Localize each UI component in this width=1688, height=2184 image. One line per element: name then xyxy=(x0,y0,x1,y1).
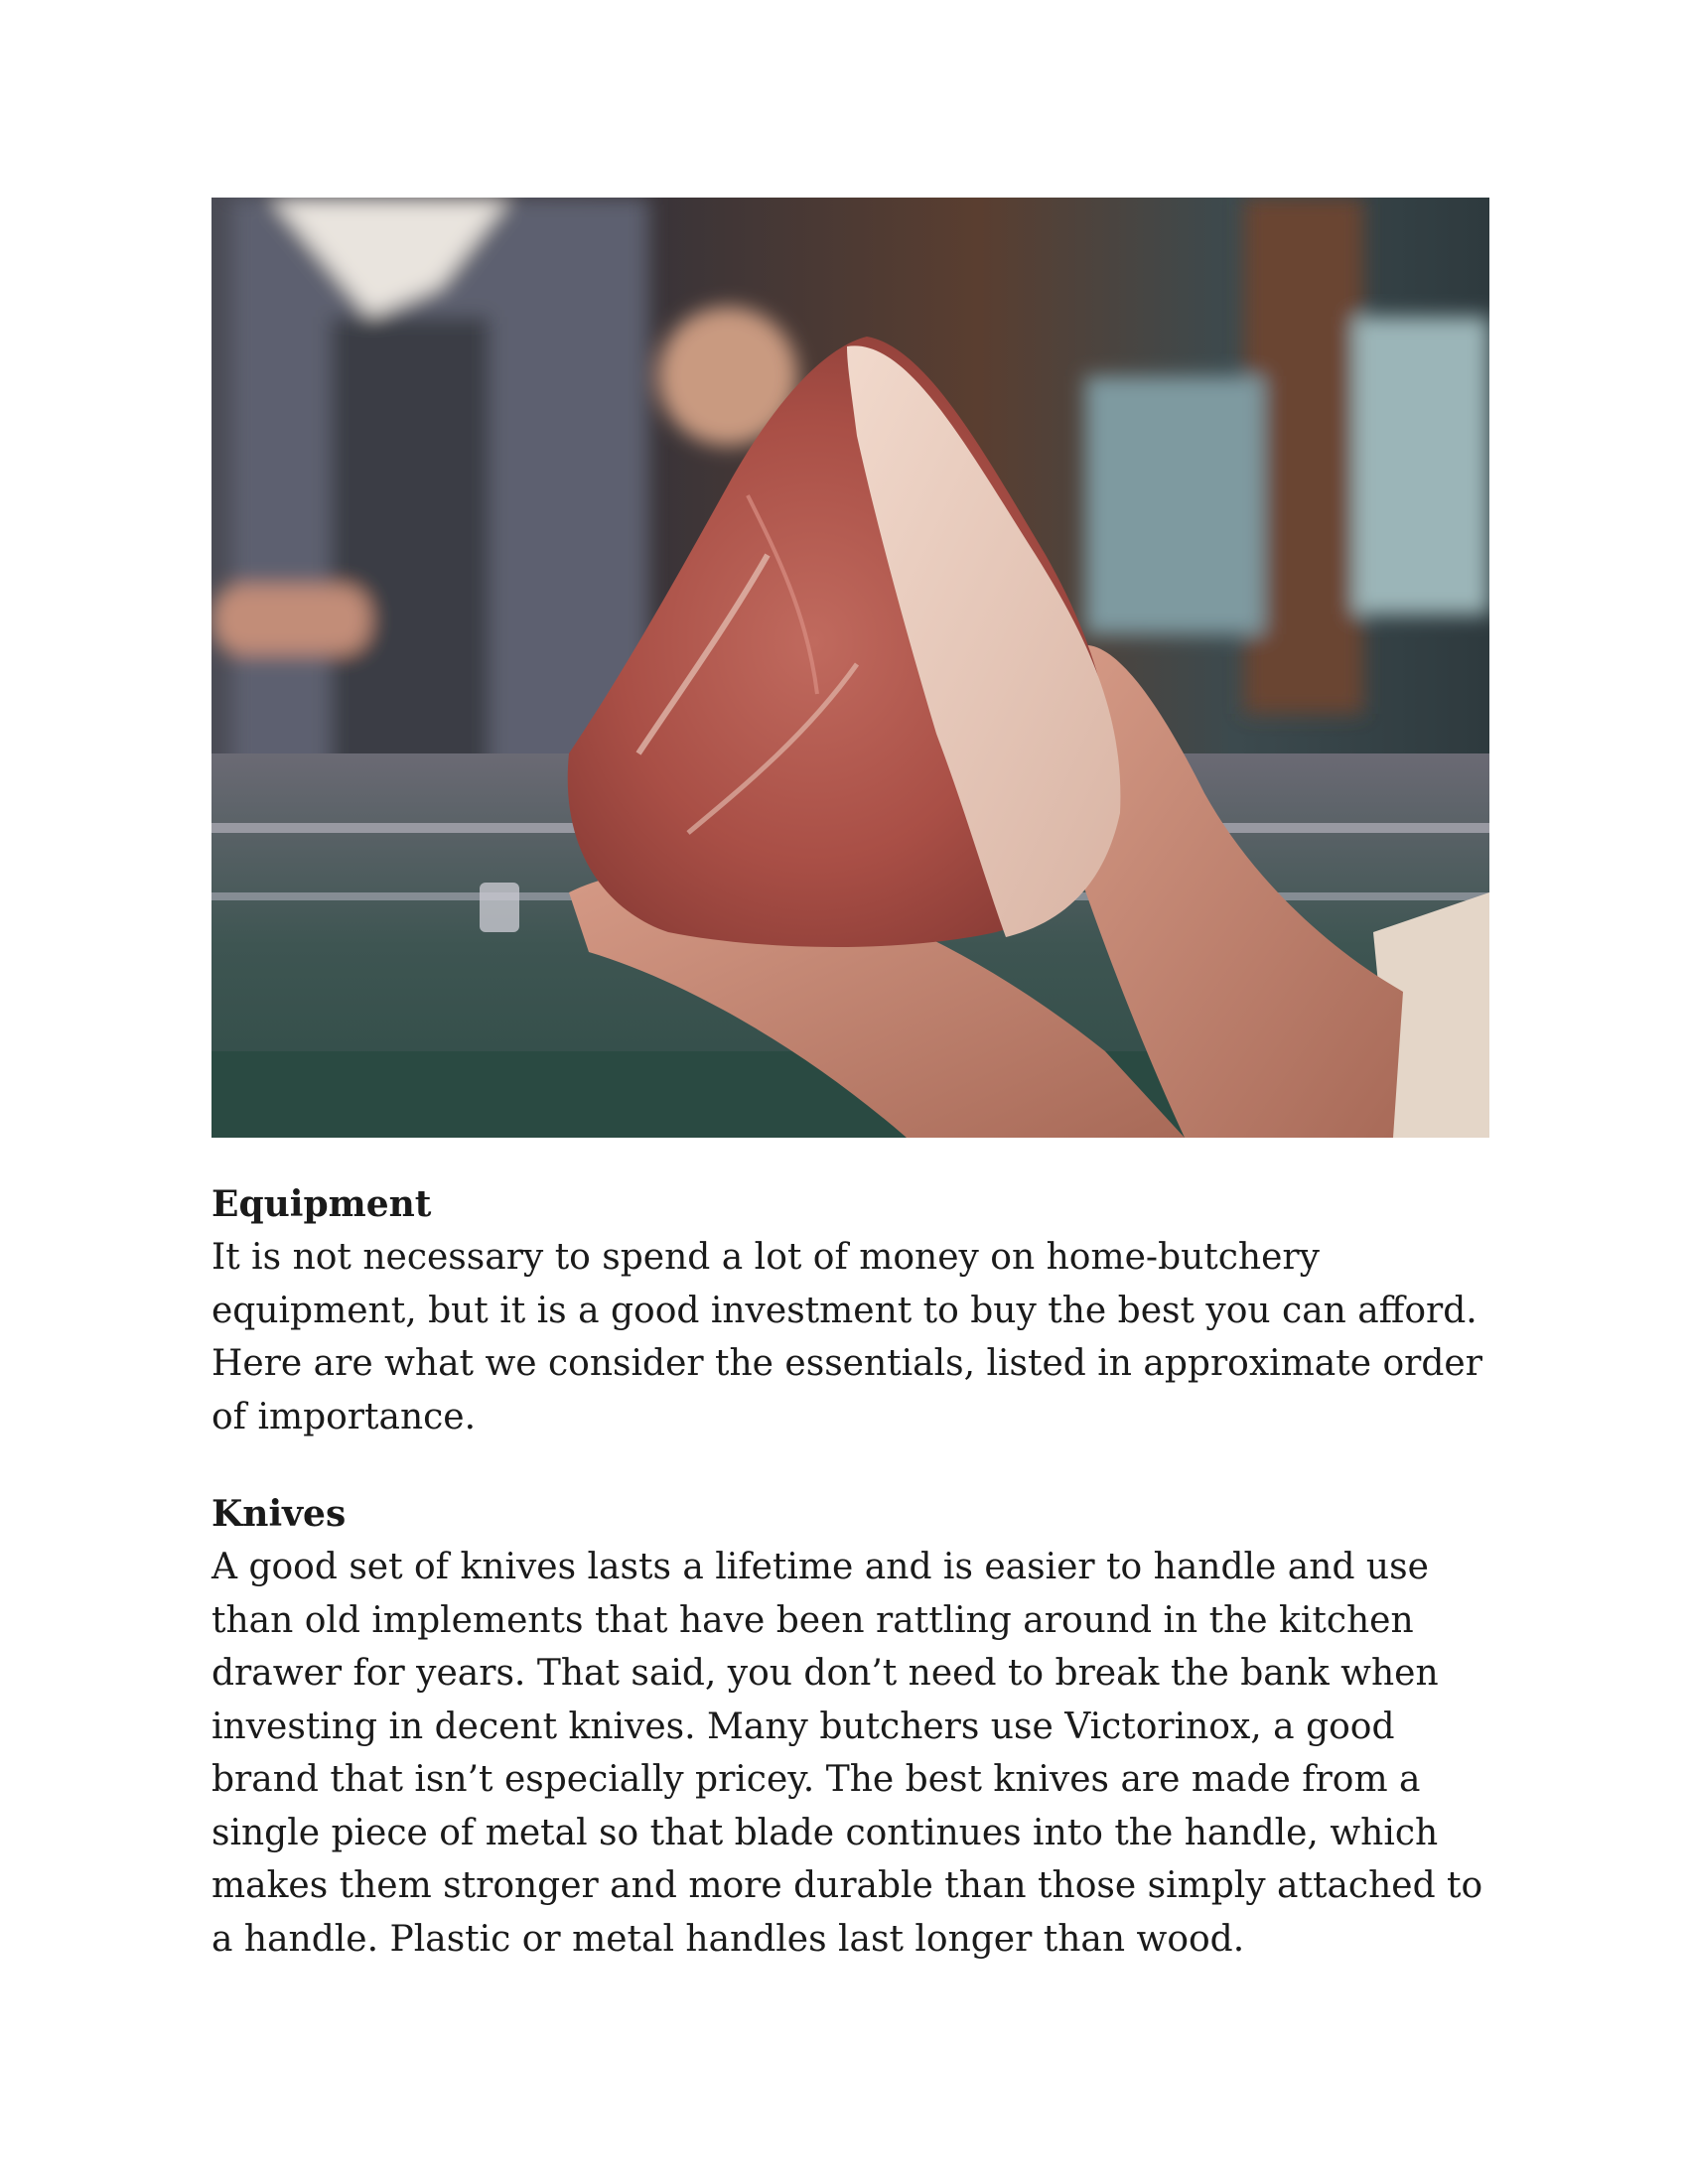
section-paragraph-knives xyxy=(211,1541,1502,1966)
paragraph-line: investing in decent knives. Many butchers use Victorinox, a good xyxy=(211,1706,1395,1747)
paragraph-line: of importance. xyxy=(211,1396,477,1437)
paragraph-line: single piece of metal so that blade continues into the handle, which xyxy=(211,1812,1439,1853)
paragraph-line: Here are what we consider the essentials, listed in approximate order xyxy=(211,1343,1482,1384)
paragraph-line: It is not necessary to spend a lot of money on home-butchery xyxy=(211,1237,1320,1278)
paragraph-line: brand that isn’t especially pricey. The best knives are made from a xyxy=(211,1759,1421,1800)
paragraph-line: than old implements that have been rattling around in the kitchen xyxy=(211,1599,1414,1641)
paragraph-line: equipment, but it is a good investment to buy the best you can afford. xyxy=(211,1290,1477,1331)
section-heading-knives: Knives xyxy=(211,1493,347,1535)
text-content xyxy=(211,1177,1502,1966)
steak-photo xyxy=(211,198,1489,1138)
paragraph-line: drawer for years. That said, you don’t need to break the bank when xyxy=(211,1653,1439,1694)
steak-photo-illustration xyxy=(211,198,1489,1138)
paragraph-line: makes them stronger and more durable than those simply attached to xyxy=(211,1865,1483,1906)
section-heading-equipment: Equipment xyxy=(211,1183,432,1225)
paragraph-line: a handle. Plastic or metal handles last longer than wood. xyxy=(211,1918,1245,1960)
paragraph-line: A good set of knives lasts a lifetime and is easier to handle and use xyxy=(211,1547,1429,1587)
section-paragraph-equipment xyxy=(211,1231,1502,1443)
section-spacer xyxy=(211,1443,1502,1487)
